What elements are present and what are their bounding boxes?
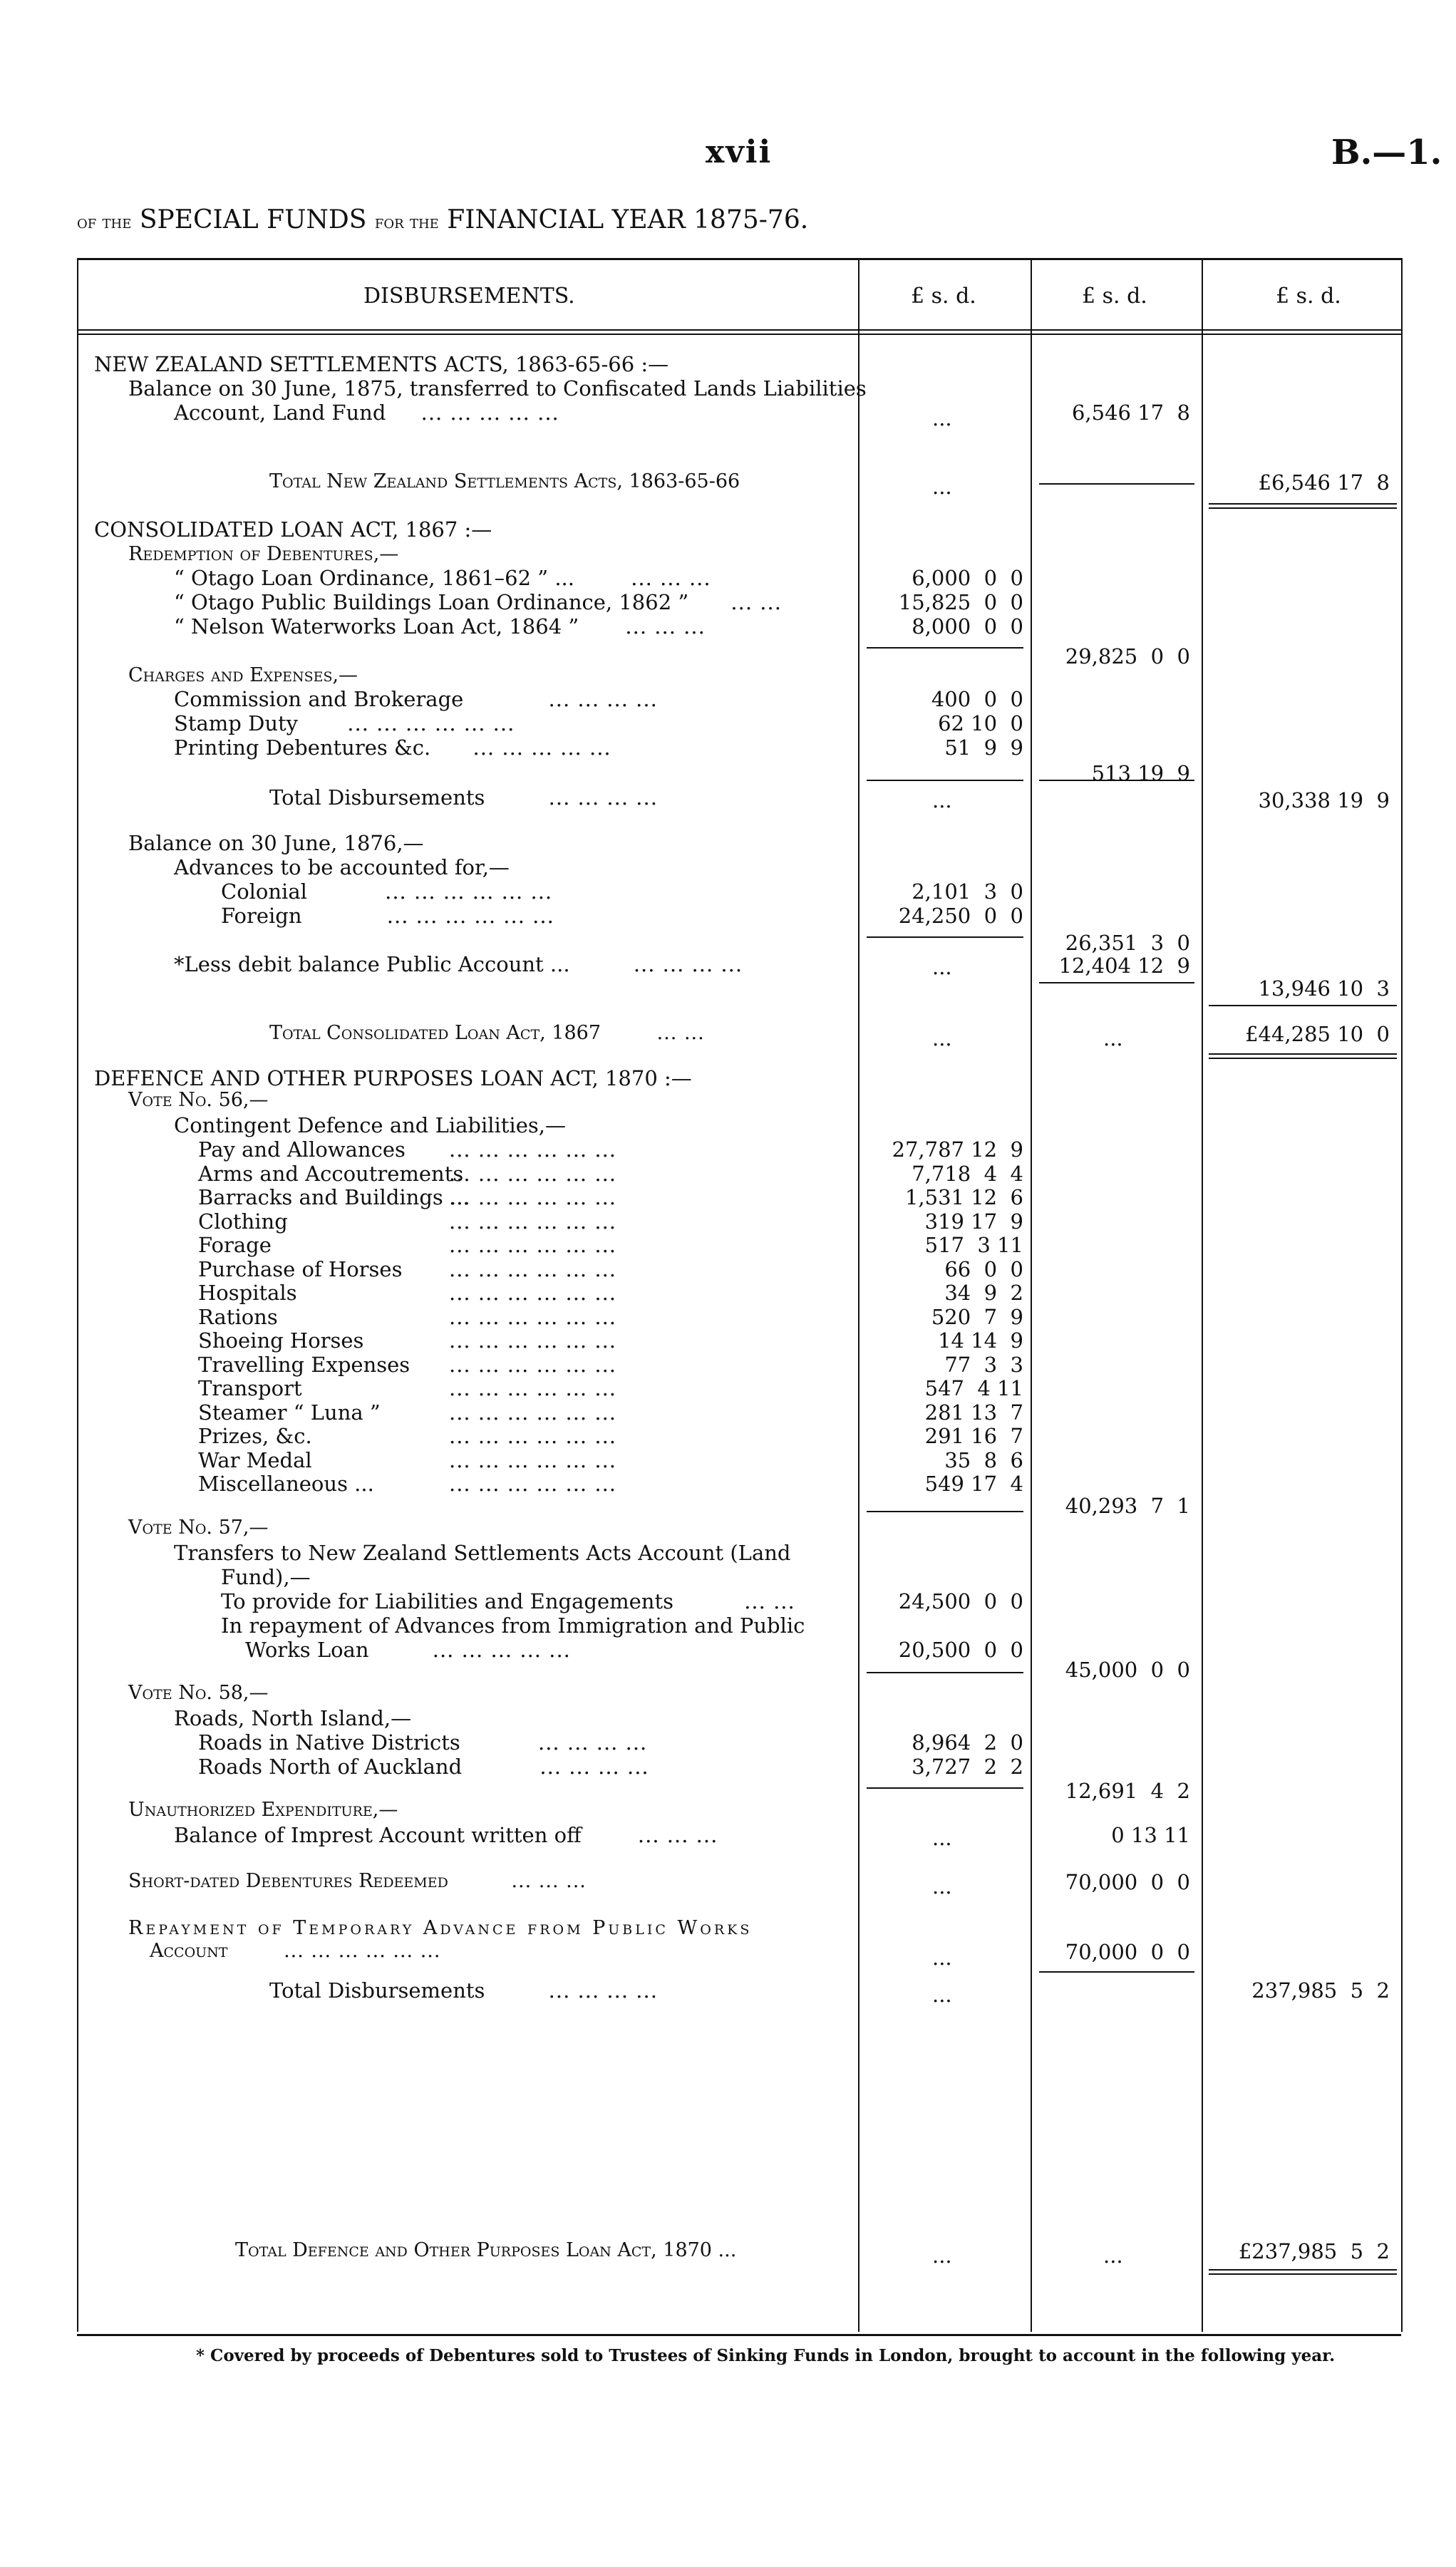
page-number: xvii bbox=[706, 134, 773, 170]
vote-56-item-label: Prizes, &c. bbox=[198, 1424, 312, 1448]
imprest-writeoff-label: Balance of Imprest Account written off bbox=[174, 1823, 582, 1847]
vote-56-item bbox=[198, 1281, 617, 1305]
column-header-2: £ s. d. bbox=[1082, 284, 1147, 309]
vote-57-repay-amount: 20,500 0 0 bbox=[898, 1638, 1023, 1662]
vote-56-item-amount: 34 9 2 bbox=[944, 1281, 1023, 1305]
leader-dots: ... ... bbox=[730, 590, 782, 614]
consolidated-total-disbursements-label: Total Disbursements bbox=[269, 785, 485, 810]
less-debit-balance-amount: 12,404 12 9 bbox=[1058, 954, 1190, 978]
consolidated-total-disbursements bbox=[269, 785, 658, 810]
vote-56-item-amount: 547 4 11 bbox=[924, 1376, 1023, 1400]
vote-58-heading: Vote No. 58,— bbox=[128, 1682, 269, 1704]
caption-special: SPECIAL FUNDS bbox=[139, 205, 367, 234]
contingent-heading: Contingent Defence and Liabilities,— bbox=[174, 1113, 566, 1137]
caption-for: for the bbox=[374, 212, 439, 233]
vote-57-provide bbox=[221, 1589, 795, 1613]
charges-heading: Charges and Expenses,— bbox=[128, 664, 358, 686]
vote-56-item-label: Forage bbox=[198, 1233, 272, 1257]
charges-printing-amount: 51 9 9 bbox=[944, 735, 1023, 760]
vote-56-item bbox=[198, 1328, 617, 1353]
charges-commission bbox=[174, 687, 658, 711]
defence-total-disbursements bbox=[269, 1978, 658, 2003]
vote-57-provide-amount: 24,500 0 0 bbox=[898, 1589, 1023, 1613]
vote-57-repay-label: Works Loan bbox=[245, 1638, 369, 1662]
charges-printing-label: Printing Debentures &c. bbox=[174, 735, 431, 760]
redemption-otago-loan-amount: 6,000 0 0 bbox=[912, 566, 1023, 590]
vote-56-item-amount: 66 0 0 bbox=[944, 1257, 1023, 1281]
less-debit-balance-label: *Less debit balance Public Account ... bbox=[174, 952, 570, 976]
vote-56-item-amount: 27,787 12 9 bbox=[892, 1137, 1023, 1162]
charges-printing bbox=[174, 735, 611, 760]
nz-balance-label: Account, Land Fund bbox=[174, 401, 386, 425]
leader-dots: ... ... ... ... ... ... bbox=[449, 1353, 617, 1377]
leader-dots: ... ... ... ... ... ... bbox=[449, 1472, 617, 1496]
subtotal-rule bbox=[1209, 1005, 1397, 1006]
unauthorized-heading: Unauthorized Expenditure,— bbox=[128, 1799, 398, 1821]
vote-56-item-amount: 7,718 4 4 bbox=[912, 1162, 1023, 1186]
subtotal-rule bbox=[867, 1787, 1023, 1789]
placeholder-dots: ... bbox=[932, 1983, 952, 2007]
placeholder-dots: ... bbox=[932, 2243, 952, 2268]
column-divider-2 bbox=[1031, 258, 1032, 2332]
consolidated-total-disbursements-amount: 30,338 19 9 bbox=[1258, 788, 1390, 812]
subtotal-rule bbox=[867, 780, 1023, 781]
vote-56-item-amount: 520 7 9 bbox=[931, 1305, 1023, 1329]
vote-56-item bbox=[198, 1185, 617, 1209]
vote-57-total: 45,000 0 0 bbox=[1065, 1658, 1190, 1682]
redemption-heading: Redemption of Debentures,— bbox=[128, 543, 399, 565]
leader-dots: ... ... ... ... ... bbox=[473, 735, 611, 760]
vote-56-item-label: Travelling Expenses bbox=[198, 1353, 411, 1377]
leader-dots: ... ... ... ... bbox=[548, 785, 658, 810]
total-rule-double bbox=[1209, 1058, 1397, 1059]
placeholder-dots: ... bbox=[932, 1946, 952, 1970]
leader-dots: ... ... ... ... ... ... bbox=[449, 1376, 617, 1400]
repayment-temporary-label: Account bbox=[150, 1940, 228, 1962]
vote-56-item-label: Steamer “ Luna ” bbox=[198, 1400, 381, 1425]
placeholder-dots: ... bbox=[932, 406, 952, 430]
placeholder-dots: ... bbox=[1103, 1026, 1123, 1050]
leader-dots: ... ... ... ... bbox=[537, 1730, 648, 1755]
leader-dots: ... ... ... ... ... ... bbox=[449, 1328, 617, 1353]
placeholder-dots: ... bbox=[932, 1874, 952, 1899]
table-left-border bbox=[77, 258, 78, 2332]
imprest-writeoff-amount: 0 13 11 bbox=[1111, 1823, 1190, 1847]
redemption-otago-buildings-label: “ Otago Public Buildings Loan Ordinance, 1862 ” bbox=[174, 590, 689, 614]
leader-dots: ... ... ... ... ... ... bbox=[449, 1162, 617, 1186]
leader-dots: ... ... ... bbox=[637, 1823, 718, 1847]
subtotal-rule bbox=[1039, 483, 1194, 485]
leader-dots: ... ... bbox=[656, 1022, 705, 1044]
vote-56-item-label: Transport bbox=[198, 1376, 302, 1400]
balance-heading: Balance on 30 June, 1876,— bbox=[128, 831, 424, 855]
leader-dots: ... ... ... ... ... ... bbox=[284, 1940, 441, 1962]
short-dated-debentures-amount: 70,000 0 0 bbox=[1065, 1870, 1190, 1894]
vote-56-item-amount: 1,531 12 6 bbox=[904, 1185, 1023, 1209]
repayment-temporary-line-2 bbox=[150, 1940, 440, 1962]
roads-native bbox=[198, 1730, 647, 1755]
placeholder-dots: ... bbox=[932, 1826, 952, 1850]
section-heading-defence: DEFENCE AND OTHER PURPOSES LOAN ACT, 1870 :— bbox=[94, 1066, 692, 1090]
redemption-otago-buildings bbox=[174, 590, 782, 614]
column-header-1: £ s. d. bbox=[911, 284, 976, 309]
charges-commission-label: Commission and Brokerage bbox=[174, 687, 464, 711]
nz-balance-amount: 6,546 17 8 bbox=[1071, 401, 1190, 425]
redemption-otago-loan bbox=[174, 566, 711, 590]
section-heading-consolidated: CONSOLIDATED LOAN ACT, 1867 :— bbox=[94, 517, 492, 542]
vote-56-item bbox=[198, 1376, 617, 1400]
consolidated-total bbox=[269, 1022, 705, 1044]
leader-dots: ... ... ... bbox=[511, 1870, 587, 1892]
advances-colonial-amount: 2,101 3 0 bbox=[912, 879, 1023, 904]
vote-58-total: 12,691 4 2 bbox=[1065, 1779, 1190, 1803]
leader-dots: ... ... ... ... bbox=[539, 1755, 649, 1779]
nz-total-label: Total New Zealand Settlements Acts, 1863-65-66 bbox=[269, 470, 740, 492]
vote-56-item-amount: 77 3 3 bbox=[944, 1353, 1023, 1377]
imprest-writeoff bbox=[174, 1823, 718, 1847]
subtotal-rule bbox=[1039, 780, 1194, 781]
redemption-otago-buildings-amount: 15,825 0 0 bbox=[898, 590, 1023, 614]
column-divider-3 bbox=[1202, 258, 1203, 2332]
defence-total-disbursements-amount: 237,985 5 2 bbox=[1251, 1978, 1390, 2003]
leader-dots: ... ... ... ... ... ... bbox=[449, 1185, 617, 1209]
charges-commission-amount: 400 0 0 bbox=[931, 687, 1023, 711]
total-rule-double bbox=[1209, 507, 1397, 509]
vote-57-repay-line-2 bbox=[245, 1638, 571, 1662]
section-heading-nz-settlements: NEW ZEALAND SETTLEMENTS ACTS, 1863-65-66 :— bbox=[94, 352, 669, 376]
vote-56-item-label: Shoeing Horses bbox=[198, 1328, 364, 1353]
leader-dots: ... ... ... ... ... ... bbox=[449, 1400, 617, 1425]
vote-56-item-label: Purchase of Horses bbox=[198, 1257, 403, 1281]
vote-56-item bbox=[198, 1448, 617, 1472]
header-rule bbox=[77, 329, 1403, 331]
column-header-3: £ s. d. bbox=[1276, 284, 1341, 309]
leader-dots: ... ... ... ... ... bbox=[432, 1638, 571, 1662]
vote-56-item-label: Barracks and Buildings ... bbox=[198, 1185, 470, 1209]
vote-56-item bbox=[198, 1305, 617, 1329]
leader-dots: ... ... ... bbox=[625, 614, 706, 639]
vote-56-item-label: War Medal bbox=[198, 1448, 312, 1472]
leader-dots: ... ... ... ... ... ... bbox=[347, 711, 515, 735]
nz-total-amount: £6,546 17 8 bbox=[1258, 470, 1390, 495]
roads-native-amount: 8,964 2 0 bbox=[912, 1730, 1023, 1755]
vote-57-repay-line-1: In repayment of Advances from Immigration and Public bbox=[221, 1613, 805, 1638]
total-rule-double bbox=[1209, 2273, 1397, 2275]
redemption-total: 29,825 0 0 bbox=[1065, 644, 1190, 668]
leader-dots: ... ... ... ... ... ... bbox=[449, 1305, 617, 1329]
vote-56-item-label: Miscellaneous ... bbox=[198, 1472, 374, 1496]
vote-56-item bbox=[198, 1257, 617, 1281]
short-dated-debentures bbox=[128, 1870, 587, 1892]
column-header-disbursements: DISBURSEMENTS. bbox=[363, 284, 575, 309]
vote-56-item-amount: 35 8 6 bbox=[944, 1448, 1023, 1472]
leader-dots: ... ... ... ... bbox=[548, 1978, 658, 2003]
total-rule bbox=[1209, 1053, 1397, 1055]
advances-colonial bbox=[221, 879, 552, 904]
leader-dots: ... ... ... ... ... bbox=[420, 401, 559, 425]
subtotal-rule bbox=[867, 936, 1023, 938]
redemption-nelson-label: “ Nelson Waterworks Loan Act, 1864 ” bbox=[174, 614, 579, 639]
vote-56-item bbox=[198, 1137, 617, 1162]
vote-57-provide-label: To provide for Liabilities and Engagements bbox=[221, 1589, 673, 1613]
placeholder-dots: ... bbox=[1103, 2243, 1123, 2268]
roads-auckland-amount: 3,727 2 2 bbox=[912, 1755, 1023, 1779]
subtotal-rule bbox=[867, 647, 1023, 649]
placeholder-dots: ... bbox=[932, 1026, 952, 1050]
leader-dots: ... ... bbox=[744, 1589, 795, 1613]
nz-balance-line-2 bbox=[174, 401, 559, 425]
total-rule bbox=[1209, 2269, 1397, 2271]
vote-56-item bbox=[198, 1424, 617, 1448]
roads-heading: Roads, North Island,— bbox=[174, 1706, 412, 1730]
caption-of: of the bbox=[77, 212, 132, 233]
defence-total: Total Defence and Other Purposes Loan Act, 1870 ... bbox=[235, 2239, 737, 2261]
repayment-temporary-line-1: Repayment of Temporary Advance from Public Works bbox=[128, 1917, 753, 1939]
advances-foreign-amount: 24,250 0 0 bbox=[898, 904, 1023, 928]
leader-dots: ... ... ... ... ... ... bbox=[449, 1424, 617, 1448]
placeholder-dots: ... bbox=[932, 955, 952, 979]
subtotal-rule bbox=[867, 1672, 1023, 1673]
roads-native-label: Roads in Native Districts bbox=[198, 1730, 460, 1755]
balance-net-amount: 13,946 10 3 bbox=[1258, 976, 1390, 1001]
transfers-line-1: Transfers to New Zealand Settlements Acts Account (Land bbox=[174, 1541, 791, 1565]
subtotal-rule bbox=[1039, 982, 1194, 983]
advances-foreign bbox=[221, 904, 554, 928]
vote-56-item bbox=[198, 1400, 617, 1425]
redemption-nelson bbox=[174, 614, 706, 639]
placeholder-dots: ... bbox=[932, 475, 952, 499]
vote-56-item-label: Rations bbox=[198, 1305, 278, 1329]
caption-year: FINANCIAL YEAR 1875-76. bbox=[447, 205, 809, 234]
total-rule bbox=[1209, 503, 1397, 505]
repayment-temporary-amount: 70,000 0 0 bbox=[1065, 1940, 1190, 1964]
subtotal-rule bbox=[867, 1511, 1023, 1512]
advances-heading: Advances to be accounted for,— bbox=[174, 855, 510, 879]
vote-56-heading: Vote No. 56,— bbox=[128, 1089, 269, 1111]
leader-dots: ... ... ... ... ... ... bbox=[449, 1209, 617, 1234]
charges-stamp-duty-label: Stamp Duty bbox=[174, 711, 299, 735]
advances-foreign-label: Foreign bbox=[221, 904, 302, 928]
table-right-border bbox=[1401, 258, 1403, 2332]
leader-dots: ... ... ... bbox=[631, 566, 711, 590]
vote-56-item-amount: 291 16 7 bbox=[924, 1424, 1023, 1448]
short-dated-debentures-label: Short-dated Debentures Redeemed bbox=[128, 1870, 448, 1892]
vote-56-item-amount: 549 17 4 bbox=[924, 1472, 1023, 1496]
leader-dots: ... ... ... ... ... ... bbox=[449, 1233, 617, 1257]
roads-auckland bbox=[198, 1755, 649, 1779]
vote-56-item-label: Hospitals bbox=[198, 1281, 297, 1305]
defence-total-amount: £237,985 5 2 bbox=[1238, 2239, 1390, 2263]
transfers-line-2: Fund),— bbox=[221, 1565, 311, 1589]
consolidated-total-label: Total Consolidated Loan Act, 1867 bbox=[269, 1022, 601, 1044]
nz-balance-line-1: Balance on 30 June, 1875, transferred to Confiscated Lands Liabilities bbox=[128, 376, 867, 401]
advances-total: 26,351 3 0 bbox=[1065, 931, 1190, 955]
subtotal-rule bbox=[1039, 1971, 1194, 1973]
leader-dots: ... ... ... ... ... ... bbox=[449, 1137, 617, 1162]
vote-56-item bbox=[198, 1472, 617, 1496]
vote-56-item bbox=[198, 1233, 617, 1257]
leader-dots: ... ... ... ... ... ... bbox=[385, 879, 553, 904]
vote-57-heading: Vote No. 57,— bbox=[128, 1517, 269, 1539]
leader-dots: ... ... ... ... bbox=[633, 952, 743, 976]
vote-56-total: 40,293 7 1 bbox=[1065, 1494, 1190, 1518]
consolidated-total-amount: £44,285 10 0 bbox=[1245, 1022, 1390, 1046]
vote-56-item-label: Pay and Allowances bbox=[198, 1137, 406, 1162]
vote-56-item-amount: 14 14 9 bbox=[938, 1328, 1023, 1353]
defence-total-disbursements-label: Total Disbursements bbox=[269, 1978, 485, 2003]
charges-total: 513 19 9 bbox=[1091, 761, 1190, 785]
leader-dots: ... ... ... ... ... ... bbox=[449, 1257, 617, 1281]
vote-56-item-label: Clothing bbox=[198, 1209, 288, 1234]
charges-stamp-duty-amount: 62 10 0 bbox=[938, 711, 1023, 735]
advances-colonial-label: Colonial bbox=[221, 879, 307, 904]
charges-stamp-duty bbox=[174, 711, 515, 735]
vote-56-item-label: Arms and Accoutrements bbox=[198, 1162, 464, 1186]
vote-56-item-amount: 281 13 7 bbox=[924, 1400, 1023, 1425]
vote-56-item bbox=[198, 1162, 617, 1186]
redemption-otago-loan-label: “ Otago Loan Ordinance, 1861–62 ” ... bbox=[174, 566, 574, 590]
column-divider-1 bbox=[858, 258, 859, 2332]
less-debit-balance bbox=[174, 952, 743, 976]
page-title bbox=[77, 205, 808, 234]
redemption-nelson-amount: 8,000 0 0 bbox=[912, 614, 1023, 639]
roads-auckland-label: Roads North of Auckland bbox=[198, 1755, 463, 1779]
footnote: * Covered by proceeds of Debentures sold to Trustees of Sinking Funds in London, brought to account in the following year. bbox=[196, 2346, 1336, 2365]
document-reference: B.—1. bbox=[1331, 133, 1442, 172]
vote-56-item bbox=[198, 1353, 617, 1377]
leader-dots: ... ... ... ... bbox=[548, 687, 658, 711]
vote-56-item-amount: 319 17 9 bbox=[924, 1209, 1023, 1234]
leader-dots: ... ... ... ... ... ... bbox=[449, 1448, 617, 1472]
placeholder-dots: ... bbox=[932, 788, 952, 812]
vote-56-item-amount: 517 3 11 bbox=[924, 1233, 1023, 1257]
leader-dots: ... ... ... ... ... ... bbox=[386, 904, 554, 928]
vote-56-item bbox=[198, 1209, 617, 1234]
header-rule-double bbox=[77, 334, 1403, 335]
leader-dots: ... ... ... ... ... ... bbox=[449, 1281, 617, 1305]
